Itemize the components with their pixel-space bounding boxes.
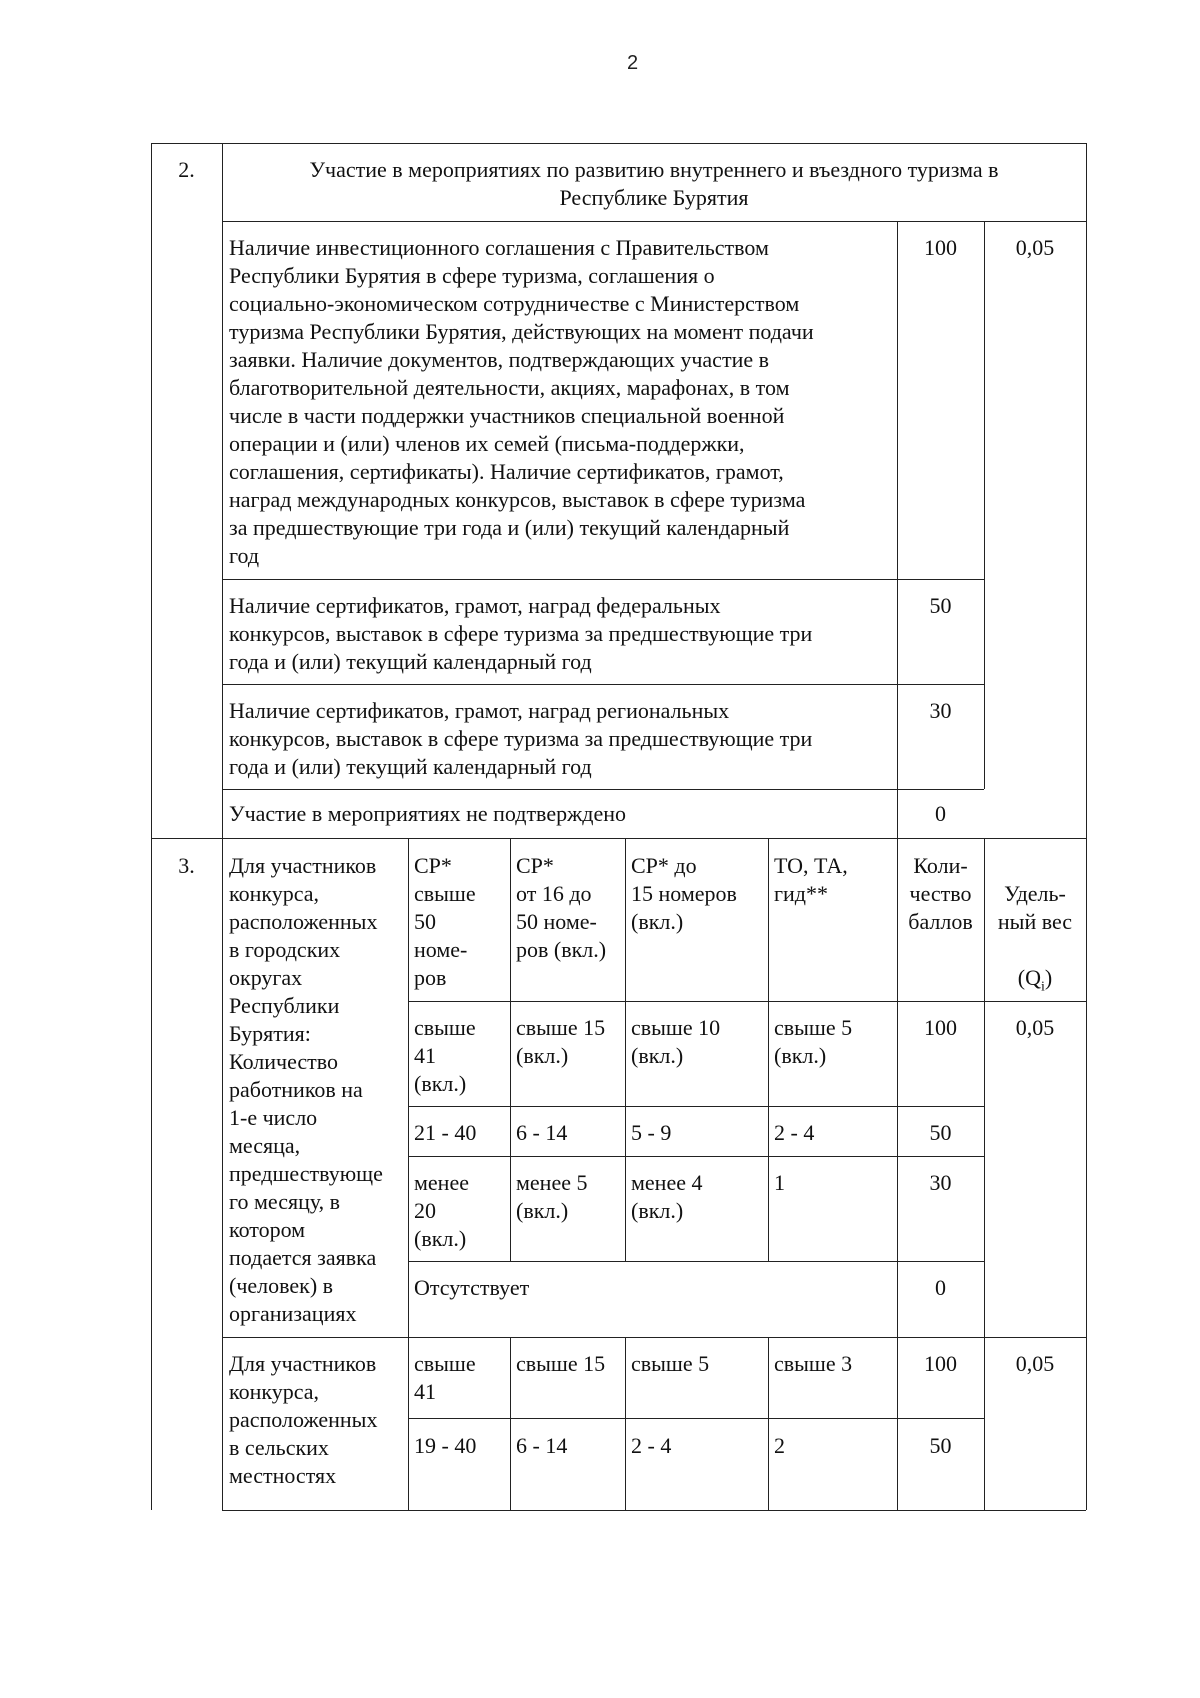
rule xyxy=(222,143,223,1510)
urban-label: Для участников конкурса, расположенных в городских округах Республики Бурятия: Количество работников на 1-е число месяца, предшествующе го месяцу, в котором подается заявка (человек) в организациях xyxy=(229,853,383,1326)
score-value: 50 xyxy=(929,1433,952,1458)
score-value: 100 xyxy=(924,1015,957,1040)
cell: свыше 5 xyxy=(631,1351,710,1376)
cell: свыше 15 (вкл.) xyxy=(516,1015,606,1068)
page-number: 2 xyxy=(626,52,639,74)
rural-label: Для участников конкурса, расположенных в сельских местностях xyxy=(229,1351,378,1488)
criterion-text: Наличие сертификатов, грамот, наград региональных конкурсов, выставок в сфере туризма за предшествующие три года и (или) текущий календарный год xyxy=(229,698,813,779)
criterion-text: Наличие инвестиционного соглашения с Правительством Республики Бурятия в сфере туризма, соглашения о социально-экономическом сотрудничестве с Министерством туризма Республики Бурятия, действующих на момент подачи заявки. Наличие документов, подтверждающих участие в благотворительной деятельности, акциях, марафонах, в том числе в части поддержки участников специальной военной операции и (или) членов их семей (письма-поддержки, соглашения, сертификаты). Наличие сертификатов, грамот, наград международных конкурсов, выставок в сфере туризма за предшествующие три года и (или) текущий календарный год xyxy=(229,235,814,568)
cell: свыше 5 (вкл.) xyxy=(774,1015,853,1068)
rule xyxy=(625,838,626,1261)
cell: 6 - 14 xyxy=(516,1120,568,1145)
cell: менее 4 (вкл.) xyxy=(631,1170,703,1223)
rule xyxy=(222,579,984,580)
rule xyxy=(222,1337,1086,1338)
cell: 19 - 40 xyxy=(414,1433,477,1458)
header-cell: СР* свыше 50 номе- ров xyxy=(414,853,476,990)
header-weight-label: Удель- ный вес xyxy=(997,881,1073,934)
header-cell: СР* до 15 номеров (вкл.) xyxy=(631,853,737,934)
rule xyxy=(510,838,511,1261)
header-cell: СР* от 16 до 50 номе- ров (вкл.) xyxy=(516,853,607,962)
rule xyxy=(625,1337,626,1510)
rule xyxy=(1086,143,1087,1510)
cell: 1 xyxy=(774,1170,785,1195)
score-value: 0 xyxy=(935,801,946,826)
rule xyxy=(510,1337,511,1510)
row-number: 3. xyxy=(178,853,195,878)
cell: менее 20 (вкл.) xyxy=(414,1170,469,1251)
cell: 6 - 14 xyxy=(516,1433,568,1458)
cell: свыше 41 (вкл.) xyxy=(414,1015,476,1096)
header-weight-q: (Q xyxy=(1017,965,1041,990)
cell: 2 xyxy=(774,1433,785,1458)
cell: свыше 3 xyxy=(774,1351,853,1376)
score-value: 100 xyxy=(924,1351,957,1376)
cell: свыше 15 xyxy=(516,1351,606,1376)
rule xyxy=(984,221,985,789)
rule xyxy=(222,1510,1086,1511)
header-cell: ТО, ТА, гид** xyxy=(774,853,848,906)
cell: менее 5 (вкл.) xyxy=(516,1170,588,1223)
rule xyxy=(222,221,1086,222)
rule xyxy=(768,1337,769,1510)
cell: свыше 10 (вкл.) xyxy=(631,1015,721,1068)
score-value: 50 xyxy=(929,593,952,618)
cell: 2 - 4 xyxy=(774,1120,815,1145)
weight-value: 0,05 xyxy=(1015,1351,1055,1376)
header-weight-close: ) xyxy=(1044,965,1053,990)
rule xyxy=(897,221,898,838)
rule xyxy=(222,684,984,685)
score-value: 50 xyxy=(929,1120,952,1145)
score-value: 30 xyxy=(929,698,952,723)
score-value: 0 xyxy=(935,1275,946,1300)
weight-value: 0,05 xyxy=(1015,235,1055,260)
cell: 21 - 40 xyxy=(414,1120,477,1145)
absent-cell: Отсутствует xyxy=(414,1275,530,1300)
rule xyxy=(151,143,152,1510)
header-cell: Коли- чество баллов xyxy=(908,853,973,934)
rule xyxy=(408,838,409,1510)
rule xyxy=(222,789,984,790)
cell: 5 - 9 xyxy=(631,1120,672,1145)
row-number: 2. xyxy=(178,157,195,182)
criterion-text: Участие в мероприятиях не подтверждено xyxy=(229,801,627,826)
section-title: Участие в мероприятиях по развитию внутреннего и въездного туризма в Республике Бурятия xyxy=(309,157,999,210)
header-weight-sub: i xyxy=(1041,979,1045,995)
score-value: 100 xyxy=(924,235,957,260)
cell: свыше 41 xyxy=(414,1351,476,1404)
weight-value: 0,05 xyxy=(1015,1015,1055,1040)
score-value: 30 xyxy=(929,1170,952,1195)
criterion-text: Наличие сертификатов, грамот, наград федеральных конкурсов, выставок в сфере туризма за предшествующие три года и (или) текущий календарный год xyxy=(229,593,813,674)
rule xyxy=(151,838,1086,839)
rule xyxy=(768,838,769,1261)
cell: 2 - 4 xyxy=(631,1433,672,1458)
rule xyxy=(151,143,1086,144)
header-weight xyxy=(984,852,1086,1001)
